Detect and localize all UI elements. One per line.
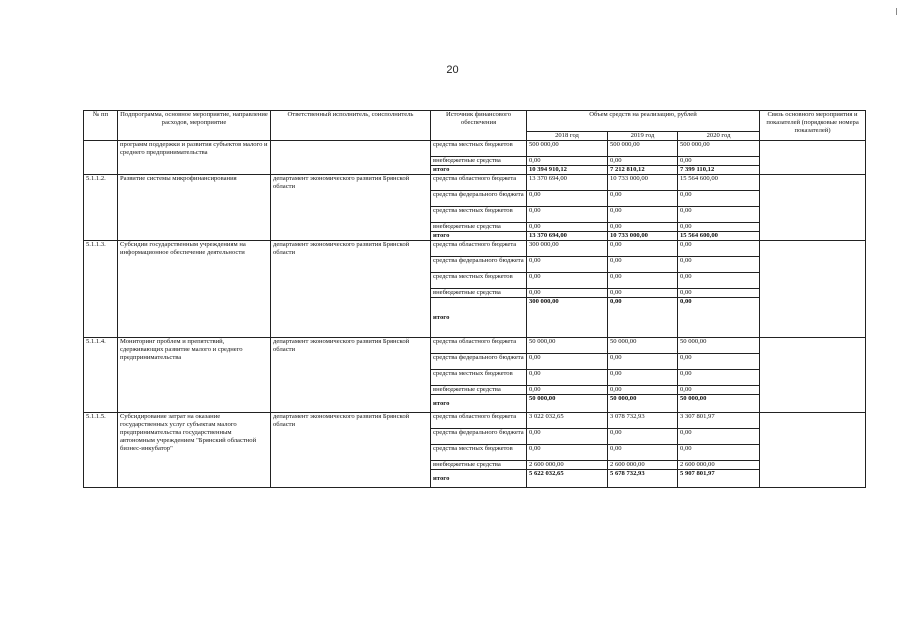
amount-cell: 15 564 600,00 [678, 175, 760, 191]
header-year-2018: 2018 год [527, 132, 608, 141]
source-cell: итого [431, 395, 527, 413]
executor-cell: департамент экономического развития Брянской области [271, 413, 431, 488]
program-name-cell: Мониторинг проблем и препятствий, сдерживающих развитие малого и среднего предпринимательства [118, 338, 271, 413]
amount-cell: 0,00 [678, 273, 760, 289]
amount-cell: 0,00 [608, 370, 678, 386]
amount-cell: 300 000,00 [527, 298, 608, 338]
amount-cell: 3 022 032,65 [527, 413, 608, 429]
amount-cell: 7 399 110,12 [678, 166, 760, 175]
header-num: № пп [84, 111, 118, 141]
amount-cell: 0,00 [678, 207, 760, 223]
amount-cell: 0,00 [678, 298, 760, 338]
table-row [84, 338, 866, 354]
budget-table [83, 110, 866, 488]
source-cell: средства областного бюджета [431, 241, 527, 257]
header-program: Подпрограмма, основное мероприятие, направление расходов, мероприятие [118, 111, 271, 141]
source-cell: внебюджетные средства [431, 386, 527, 395]
source-cell: средства местных бюджетов [431, 370, 527, 386]
source-cell: средства федерального бюджета [431, 429, 527, 445]
source-cell: внебюджетные средства [431, 223, 527, 232]
source-cell: итого [431, 166, 527, 175]
amount-cell: 2 600 000,00 [608, 461, 678, 470]
amount-cell: 0,00 [608, 354, 678, 370]
row-number-cell: 5.1.1.3. [84, 241, 118, 338]
amount-cell: 0,00 [608, 429, 678, 445]
amount-cell: 15 564 600,00 [678, 232, 760, 241]
source-cell: итого [431, 298, 527, 338]
amount-cell: 0,00 [527, 157, 608, 166]
table-body [84, 141, 866, 488]
amount-cell: 7 212 810,12 [608, 166, 678, 175]
amount-cell: 0,00 [678, 191, 760, 207]
amount-cell: 0,00 [527, 257, 608, 273]
scan-edge-mark [896, 8, 897, 15]
amount-cell: 0,00 [608, 273, 678, 289]
amount-cell: 500 000,00 [678, 141, 760, 157]
amount-cell: 0,00 [608, 257, 678, 273]
indicator-link-cell [760, 413, 866, 488]
indicator-link-cell [760, 338, 866, 413]
amount-cell: 0,00 [678, 354, 760, 370]
amount-cell: 0,00 [678, 370, 760, 386]
amount-cell: 0,00 [527, 386, 608, 395]
amount-cell: 0,00 [608, 223, 678, 232]
amount-cell: 50 000,00 [678, 338, 760, 354]
amount-cell: 0,00 [678, 429, 760, 445]
amount-cell: 5 622 032,65 [527, 470, 608, 488]
source-cell: средства местных бюджетов [431, 273, 527, 289]
amount-cell: 0,00 [527, 370, 608, 386]
header-year-2019: 2019 год [608, 132, 678, 141]
amount-cell: 0,00 [678, 386, 760, 395]
amount-cell: 0,00 [608, 241, 678, 257]
header-executor: Ответственный исполнитель, соисполнитель [271, 111, 431, 141]
amount-cell: 0,00 [678, 445, 760, 461]
amount-cell: 13 370 694,00 [527, 232, 608, 241]
indicator-link-cell [760, 241, 866, 338]
amount-cell: 0,00 [527, 273, 608, 289]
source-cell: средства местных бюджетов [431, 207, 527, 223]
amount-cell: 0,00 [608, 386, 678, 395]
source-cell: средства областного бюджета [431, 338, 527, 354]
amount-cell: 0,00 [527, 289, 608, 298]
amount-cell: 0,00 [678, 157, 760, 166]
indicator-link-cell [760, 175, 866, 241]
executor-cell: департамент экономического развития Брянской области [271, 175, 431, 241]
amount-cell: 5 907 801,97 [678, 470, 760, 488]
amount-cell: 500 000,00 [527, 141, 608, 157]
program-name-cell: программ поддержки и развития субъектов малого и среднего предпринимательства [118, 141, 271, 175]
indicator-link-cell [760, 141, 866, 175]
row-number-cell: 5.1.1.5. [84, 413, 118, 488]
amount-cell: 500 000,00 [608, 141, 678, 157]
row-number-cell: 5.1.1.4. [84, 338, 118, 413]
source-cell: внебюджетные средства [431, 289, 527, 298]
amount-cell: 0,00 [527, 191, 608, 207]
amount-cell: 0,00 [527, 223, 608, 232]
amount-cell: 3 307 801,97 [678, 413, 760, 429]
amount-cell: 0,00 [527, 445, 608, 461]
amount-cell: 0,00 [608, 289, 678, 298]
table-row [84, 241, 866, 257]
source-cell: итого [431, 470, 527, 488]
source-cell: внебюджетные средства [431, 461, 527, 470]
header-volume: Объем средств на реализацию, рублей [527, 111, 760, 132]
source-cell: средства федерального бюджета [431, 191, 527, 207]
header-link: Связь основного мероприятия и показателей (порядковые номера показателей) [760, 111, 866, 141]
amount-cell: 300 000,00 [527, 241, 608, 257]
amount-cell: 0,00 [678, 241, 760, 257]
amount-cell: 0,00 [678, 257, 760, 273]
amount-cell: 13 370 694,00 [527, 175, 608, 191]
executor-cell [271, 141, 431, 175]
amount-cell: 0,00 [608, 191, 678, 207]
amount-cell: 50 000,00 [527, 338, 608, 354]
source-cell: итого [431, 232, 527, 241]
amount-cell: 0,00 [527, 207, 608, 223]
table-row [84, 175, 866, 191]
source-cell: средства областного бюджета [431, 413, 527, 429]
source-cell: внебюджетные средства [431, 157, 527, 166]
amount-cell: 2 600 000,00 [527, 461, 608, 470]
executor-cell: департамент экономического развития Брянской области [271, 338, 431, 413]
executor-cell: департамент экономического развития Брянской области [271, 241, 431, 338]
amount-cell: 0,00 [608, 445, 678, 461]
amount-cell: 0,00 [527, 354, 608, 370]
table-row [84, 413, 866, 429]
amount-cell: 0,00 [608, 157, 678, 166]
amount-cell: 0,00 [608, 207, 678, 223]
amount-cell: 3 078 732,93 [608, 413, 678, 429]
row-number-cell [84, 141, 118, 175]
amount-cell: 50 000,00 [678, 395, 760, 413]
amount-cell: 50 000,00 [608, 338, 678, 354]
amount-cell: 10 733 000,00 [608, 232, 678, 241]
amount-cell: 0,00 [608, 298, 678, 338]
amount-cell: 50 000,00 [527, 395, 608, 413]
source-cell: средства местных бюджетов [431, 445, 527, 461]
source-cell: средства федерального бюджета [431, 257, 527, 273]
table-row [84, 141, 866, 157]
header-source: Источник финансового обеспечения [431, 111, 527, 141]
amount-cell: 0,00 [678, 223, 760, 232]
program-name-cell: Развитие системы микрофинансирования [118, 175, 271, 241]
source-cell: средства местных бюджетов [431, 141, 527, 157]
program-name-cell: Субсидирование затрат на оказание государственных услуг субъектам малого предпринимательства государственным автономным учреждением "Брянский областной бизнес-инкубатор" [118, 413, 271, 488]
amount-cell: 10 733 000,00 [608, 175, 678, 191]
row-number-cell: 5.1.1.2. [84, 175, 118, 241]
amount-cell: 2 600 000,00 [678, 461, 760, 470]
table-header-row [84, 111, 866, 132]
amount-cell: 5 678 732,93 [608, 470, 678, 488]
amount-cell: 0,00 [678, 289, 760, 298]
program-name-cell: Субсидии государственным учреждениям на информационное обеспечение деятельности [118, 241, 271, 338]
source-cell: средства областного бюджета [431, 175, 527, 191]
amount-cell: 0,00 [527, 429, 608, 445]
page-number: 20 [446, 64, 459, 76]
amount-cell: 10 394 910,12 [527, 166, 608, 175]
amount-cell: 50 000,00 [608, 395, 678, 413]
source-cell: средства федерального бюджета [431, 354, 527, 370]
header-year-2020: 2020 год [678, 132, 760, 141]
